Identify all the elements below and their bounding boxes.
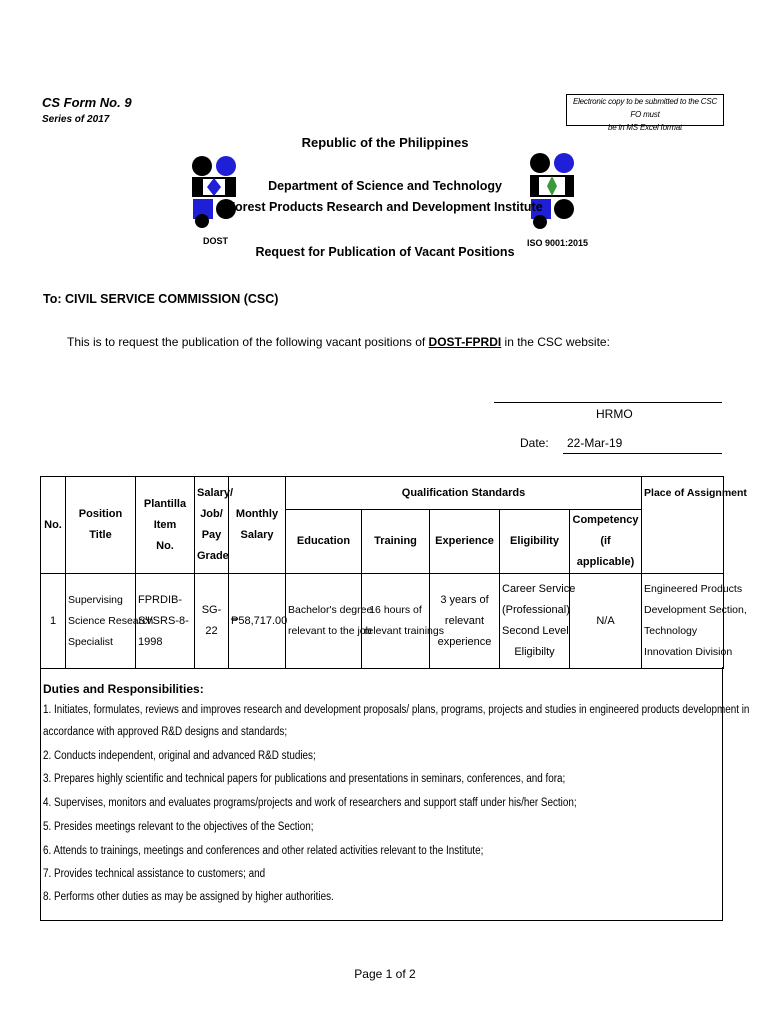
cell-place-line1: Engineered Products [644, 583, 743, 595]
cell-plantilla [136, 574, 195, 669]
duties-title: Duties and Responsibilities: [43, 682, 204, 696]
cell-place-of-assignment [642, 574, 747, 669]
cell-eligibility-line1: Career Service [502, 583, 576, 595]
addressee: To: CIVIL SERVICE COMMISSION (CSC) [43, 292, 279, 306]
electronic-copy-note-line1: Electronic copy to be submitted to the CSC FO must [572, 97, 718, 119]
duty-line: 6. Attends to trainings, meetings and conferences and other related activities relevant to the Institute; [43, 845, 484, 857]
header-experience: Experience [430, 510, 500, 574]
vacancy-table [40, 476, 747, 669]
header-monthly-line2: Salary [240, 529, 274, 541]
cell-eligibility-line3: Second Level [502, 625, 569, 637]
intro-agency: DOST-FPRDI [428, 335, 502, 349]
header-no: No. [41, 477, 66, 574]
signature-line [494, 402, 722, 403]
cell-education-line1: Bachelor's degree [288, 604, 373, 616]
date-underline [563, 453, 722, 454]
duty-line: 7. Provides technical assistance to customers; and [43, 868, 266, 880]
intro-after: in the CSC website: [501, 335, 610, 349]
iso-logo-caption: ISO 9001:2015 [527, 238, 589, 248]
cell-plantilla-line2: SVSRS-8- [138, 614, 189, 627]
cell-education-line2: relevant to the job [288, 625, 372, 637]
cell-monthly-salary: ₱58,717.00 [229, 574, 286, 669]
date-value: 22-Mar-19 [567, 436, 623, 450]
cell-training-line2: relevant trainings [364, 625, 444, 637]
form-series: Series of 2017 [42, 114, 110, 125]
cell-plantilla-line1: FPRDIB- [138, 593, 182, 606]
cell-place-line3: Technology [644, 625, 698, 637]
header-salary-grade-line2: Job/ [200, 508, 223, 520]
duty-line: 3. Prepares highly scientific and technical papers for publications and presentations in seminars, conferences, and fora; [43, 773, 566, 785]
cell-competency: N/A [570, 574, 642, 669]
table-row [41, 574, 724, 669]
cell-place-line4: Innovation Division [644, 646, 733, 658]
electronic-copy-note [566, 94, 724, 132]
page-number: Page 1 of 2 [354, 967, 416, 981]
cell-plantilla-line3: 1998 [138, 635, 163, 648]
cell-place-line2: Development Section, [644, 604, 747, 616]
duty-line: 1. Initiates, formulates, reviews and improves research and development proposals/ plans, programs, projects and studies in engineered products development in [43, 704, 750, 716]
institute-heading: Forest Products Research and Development Institute [227, 200, 543, 214]
header-monthly-salary [229, 477, 286, 574]
cell-experience-line1: 3 years of [440, 593, 489, 606]
cell-training [362, 574, 444, 669]
cell-eligibility-line4: Eligibilty [514, 646, 555, 658]
request-title: Request for Publication of Vacant Positions [255, 245, 515, 259]
cell-salary-grade: SG-22 [195, 574, 229, 669]
cell-eligibility [500, 574, 576, 669]
header-education: Education [286, 510, 362, 574]
form-number: CS Form No. 9 [42, 95, 132, 110]
duty-line: accordance with approved R&D designs and standards; [43, 726, 288, 738]
duty-line: 8. Performs other duties as may be assigned by higher authorities. [43, 891, 334, 903]
cell-position-line3: Specialist [68, 635, 113, 648]
cell-position-line2: Science Research [68, 614, 154, 627]
table-header-row [41, 477, 724, 510]
header-monthly-line1: Monthly [235, 508, 279, 520]
duty-line: 2. Conducts independent, original and advanced R&D studies; [43, 750, 316, 762]
cell-training-line1: 16 hours of [369, 604, 422, 616]
header-salary-grade-line4: Grade [197, 550, 229, 562]
intro-text [67, 335, 610, 349]
department-heading: Department of Science and Technology [268, 179, 502, 193]
header-training: Training [362, 510, 430, 574]
header-competency-line2: (if applicable) [576, 535, 635, 568]
cell-no: 1 [41, 574, 66, 669]
header-qualification-standards: Qualification Standards [286, 477, 642, 510]
header-plantilla [136, 477, 195, 574]
header-place-of-assignment: Place of Assignment [642, 477, 724, 574]
duty-line: 5. Presides meetings relevant to the objectives of the Section; [43, 821, 314, 833]
header-salary-grade-line1: Salary/ [197, 487, 234, 499]
header-eligibility: Eligibility [500, 510, 570, 574]
cell-education [286, 574, 373, 669]
cell-experience-line2: relevant [444, 614, 485, 627]
republic-heading: Republic of the Philippines [301, 135, 469, 150]
cell-position-line1: Supervising [68, 593, 123, 606]
header-position-title: Position Title [66, 477, 136, 574]
header-competency [570, 510, 642, 574]
header-plantilla-line1: Plantilla Item [143, 497, 187, 531]
date-label: Date: [520, 436, 549, 450]
intro-before: This is to request the publication of the following vacant positions of [67, 335, 429, 349]
cell-experience-line3: experience [437, 635, 492, 648]
header-competency-line1: Competency [572, 514, 639, 526]
header-plantilla-line2: No. [156, 539, 174, 552]
duty-line: 4. Supervises, monitors and evaluates programs/projects and work of researchers and support staff under his/her Section; [43, 797, 577, 809]
dost-logo-caption: DOST [203, 236, 229, 246]
cell-eligibility-line2: (Professional) [502, 604, 570, 616]
hrmo-label: HRMO [596, 407, 633, 421]
electronic-copy-note-line2: be in MS Excel format [607, 123, 683, 132]
header-salary-grade-line3: Pay [201, 529, 222, 541]
cell-experience [430, 574, 500, 669]
header-salary-grade [195, 477, 234, 574]
